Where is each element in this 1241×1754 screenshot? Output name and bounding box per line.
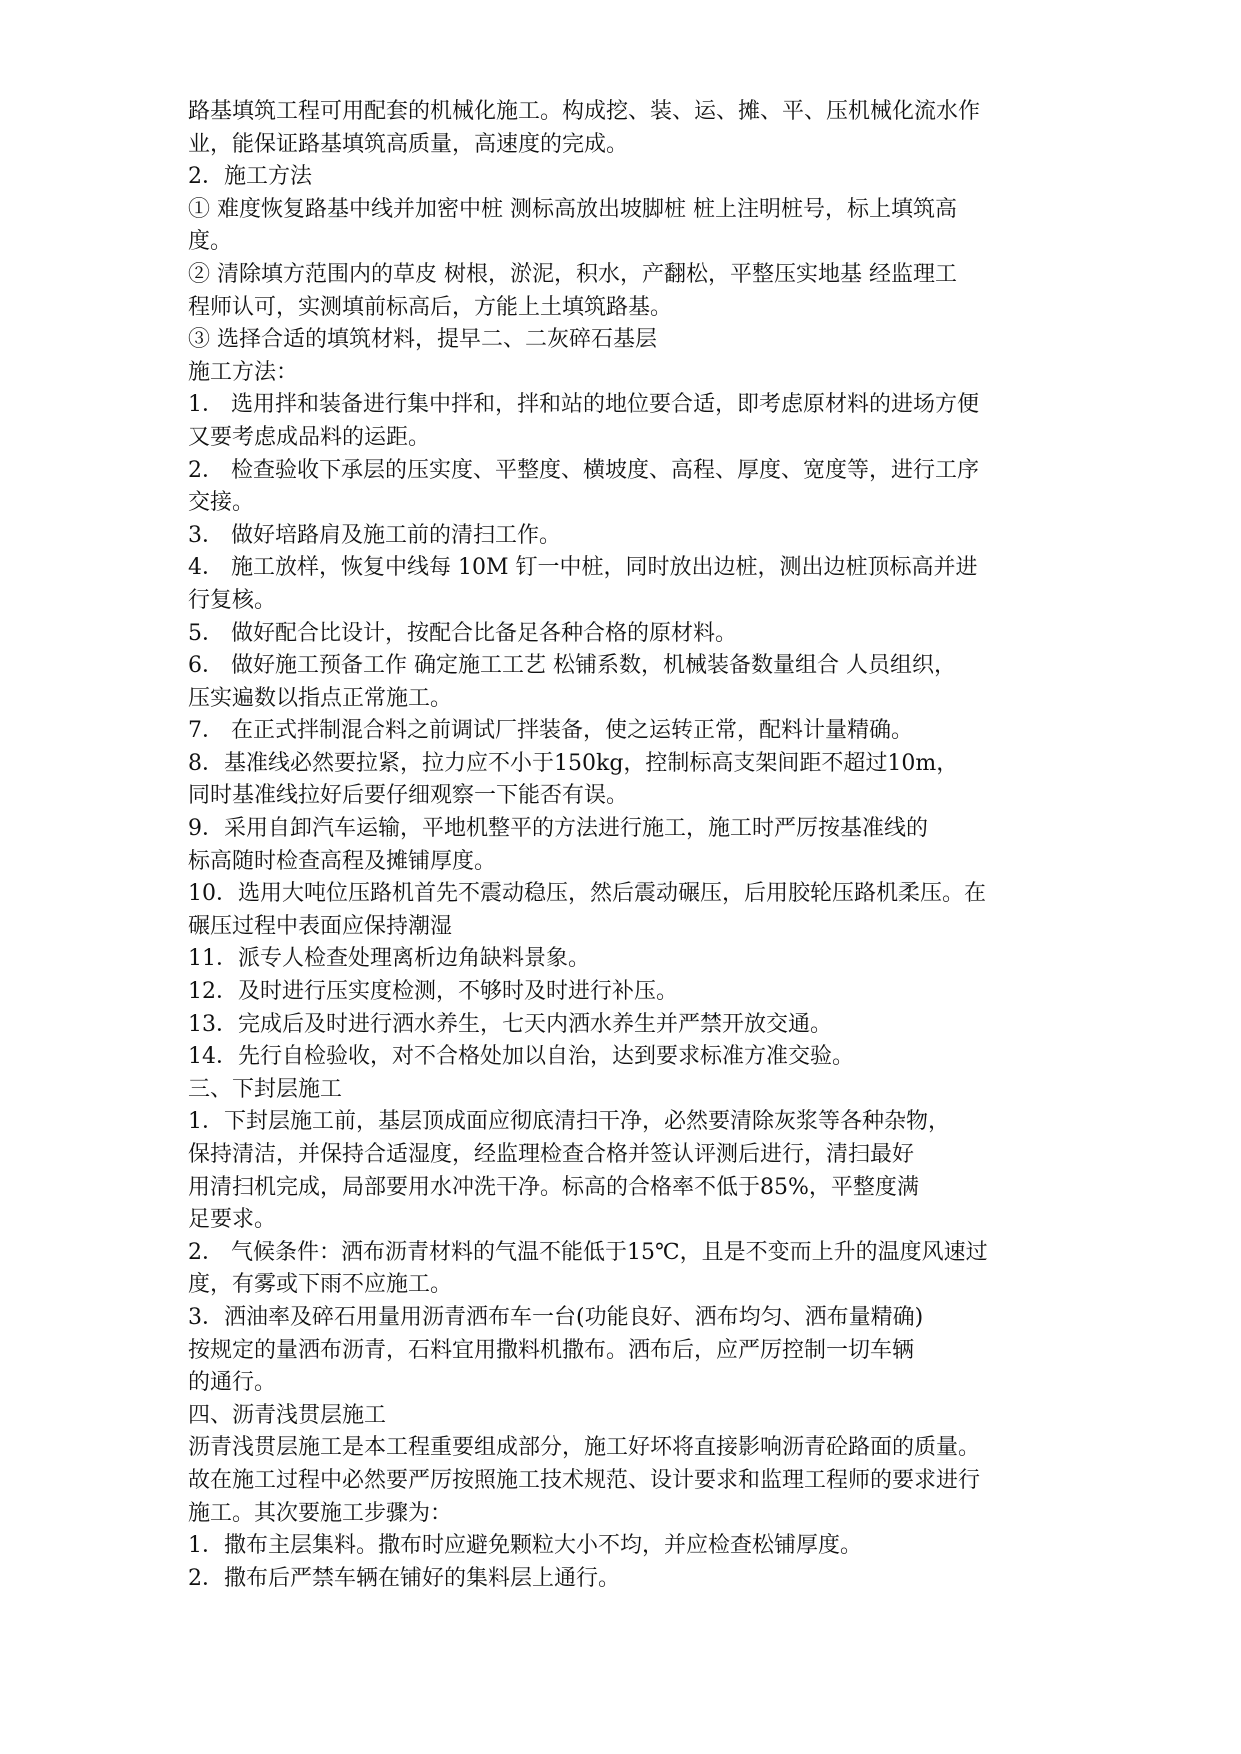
document-body bbox=[188, 96, 1088, 1595]
text-line: 程师认可，实测填前标高后，方能上土填筑路基。 bbox=[188, 294, 673, 320]
text-line: 14．先行自检验收，对不合格处加以自治，达到要求标准方准交验。 bbox=[188, 1044, 854, 1070]
section-heading: 施工方法： bbox=[188, 359, 299, 385]
text-line: 9．采用自卸汽车运输，平地机整平的方法进行施工，施工时严厉按基准线的 bbox=[188, 816, 928, 842]
text-line: 又要考虑成品料的运距。 bbox=[188, 424, 431, 450]
text-line: 业，能保证路基填筑高质量，高速度的完成。 bbox=[188, 131, 629, 157]
text-line: 8．基准线必然要拉紧，拉力应不小于150kg，控制标高支架间距不超过10m， bbox=[188, 750, 959, 776]
text-line: 2． 气候条件：洒布沥青材料的气温不能低于15℃，且是不变而上升的温度风速过 bbox=[188, 1239, 988, 1265]
text-line: 12．及时进行压实度检测，不够时及时进行补压。 bbox=[188, 979, 678, 1005]
text-line: 4． 施工放样，恢复中线每 10M 钉一中桩，同时放出边桩，测出边桩顶标高并进 bbox=[188, 555, 978, 581]
text-line: 交接。 bbox=[188, 490, 255, 516]
text-line: ① 难度恢复路基中线并加密中桩 测标高放出坡脚桩 桩上注明桩号，标上填筑高 bbox=[188, 196, 957, 222]
text-line: 11．派专人检查处理离析边角缺料景象。 bbox=[188, 946, 590, 972]
text-line: 标高随时检查高程及摊铺厚度。 bbox=[188, 848, 497, 874]
text-line: 5． 做好配合比设计，按配合比备足各种合格的原材料。 bbox=[188, 620, 737, 646]
text-line: 压实遍数以指点正常施工。 bbox=[188, 685, 453, 711]
text-line: 沥青浅贯层施工是本工程重要组成部分，施工好坏将直接影响沥青砼路面的质量。 bbox=[188, 1435, 981, 1461]
text-line: 13．完成后及时进行洒水养生，七天内洒水养生并严禁开放交通。 bbox=[188, 1011, 832, 1037]
text-line: 碾压过程中表面应保持潮湿 bbox=[188, 913, 453, 939]
section-heading: 四、沥青浅贯层施工 bbox=[188, 1402, 387, 1428]
text-line: ② 清除填方范围内的草皮 树根，淤泥，积水，产翻松，平整压实地基 经监理工 bbox=[188, 261, 957, 287]
section-heading: 三、下封层施工 bbox=[188, 1076, 343, 1102]
text-line: 按规定的量洒布沥青，石料宜用撒料机撒布。洒布后，应严厉控制一切车辆 bbox=[188, 1337, 915, 1363]
text-line: 度。 bbox=[188, 229, 233, 255]
text-line: 2． 检查验收下承层的压实度、平整度、横坡度、高程、厚度、宽度等，进行工序 bbox=[188, 457, 979, 483]
text-line: 1．撒布主层集料。撒布时应避免颗粒大小不均，并应检查松铺厚度。 bbox=[188, 1533, 862, 1559]
text-line: 施工。其次要施工步骤为： bbox=[188, 1500, 453, 1526]
text-line: 1． 选用拌和装备进行集中拌和，拌和站的地位要合适，即考虑原材料的进场方便 bbox=[188, 392, 979, 418]
text-line: 度，有雾或下雨不应施工。 bbox=[188, 1272, 453, 1298]
text-line: 行复核。 bbox=[188, 587, 277, 613]
text-line: 故在施工过程中必然要严厉按照施工技术规范、设计要求和监理工程师的要求进行 bbox=[188, 1467, 981, 1493]
text-line: 足要求。 bbox=[188, 1207, 277, 1233]
text-line: ③ 选择合适的填筑材料，提早二、二灰碎石基层 bbox=[188, 327, 657, 353]
text-line: 用清扫机完成，局部要用水冲洗干净。标高的合格率不低于85%，平整度满 bbox=[188, 1174, 919, 1200]
text-line: 1．下封层施工前，基层顶成面应彻底清扫干净，必然要清除灰浆等各种杂物， bbox=[188, 1109, 950, 1135]
section-heading: 2．施工方法 bbox=[188, 164, 312, 190]
text-line: 6． 做好施工预备工作 确定施工工艺 松铺系数，机械装备数量组合 人员组织， bbox=[188, 653, 956, 679]
text-line: 2．撒布后严禁车辆在铺好的集料层上通行。 bbox=[188, 1565, 620, 1591]
text-line: 10．选用大吨位压路机首先不震动稳压，然后震动碾压，后用胶轮压路机柔压。在 bbox=[188, 881, 986, 907]
text-line: 3． 做好培路肩及施工前的清扫工作。 bbox=[188, 522, 561, 548]
text-line: 7． 在正式拌制混合料之前调试厂拌装备，使之运转正常，配料计量精确。 bbox=[188, 718, 913, 744]
text-line: 3．洒油率及碎石用量用沥青洒布车一台(功能良好、洒布均匀、洒布量精确) bbox=[188, 1304, 924, 1330]
text-line: 保持清洁，并保持合适湿度，经监理检查合格并签认评测后进行，清扫最好 bbox=[188, 1142, 915, 1167]
text-line: 路基填筑工程可用配套的机械化施工。构成挖、装、运、摊、平、压机械化流水作 bbox=[188, 99, 981, 124]
text-line: 的通行。 bbox=[188, 1370, 277, 1396]
text-line: 同时基准线拉好后要仔细观察一下能否有误。 bbox=[188, 783, 629, 809]
